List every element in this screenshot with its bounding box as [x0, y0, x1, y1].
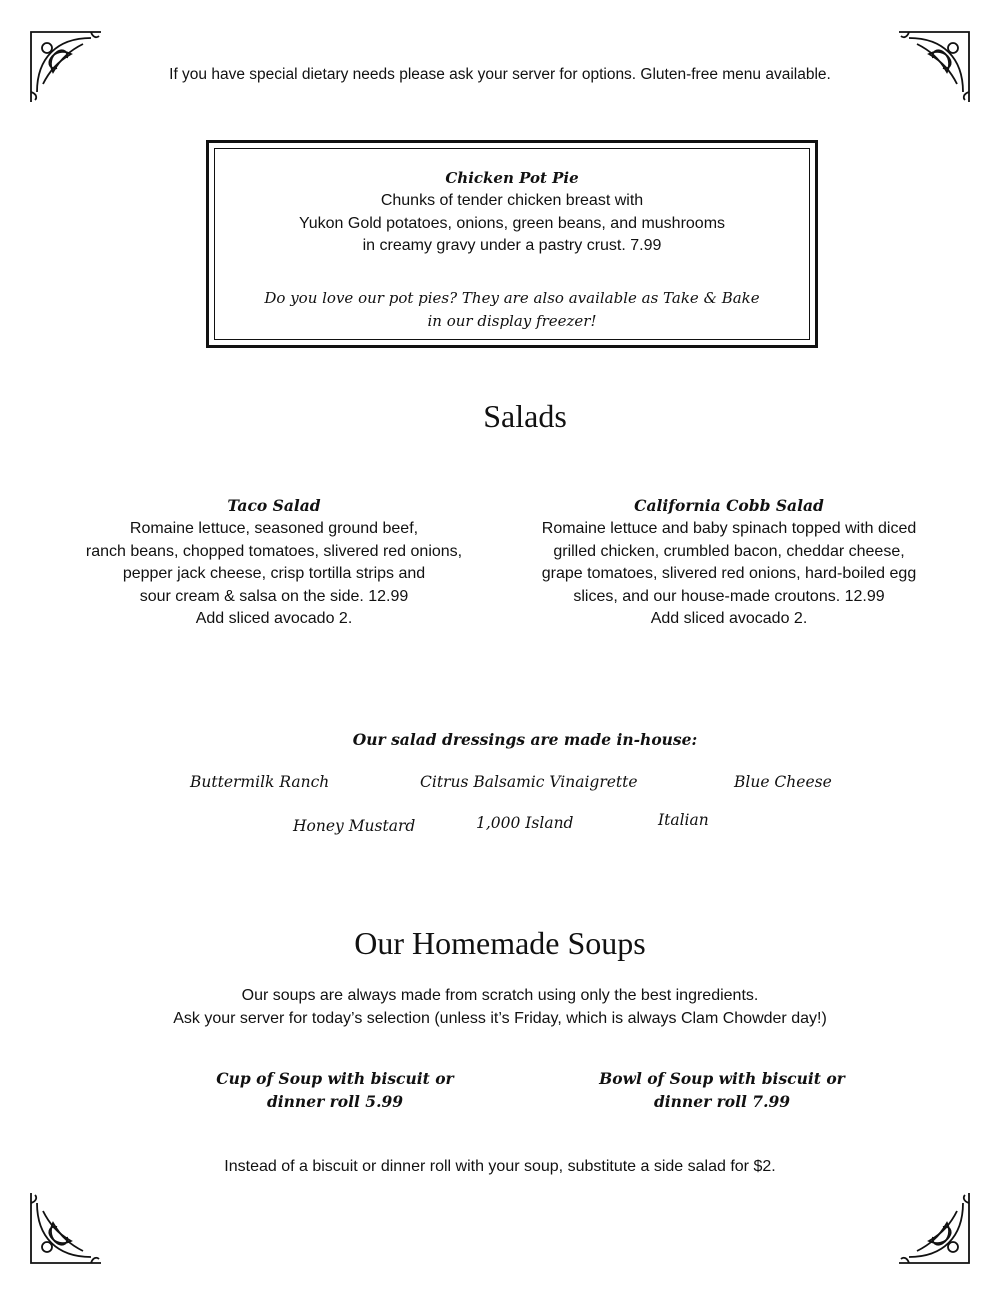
salad-description-line: Romaine lettuce, seasoned ground beef,	[129, 520, 419, 537]
special-title: Chicken Pot Pie	[445, 169, 579, 187]
soups-heading: Our Homemade Soups	[354, 925, 646, 961]
salads-heading: Salads	[483, 398, 567, 434]
salad-item-cobb	[509, 494, 949, 631]
special-note-line: Do you love our pot pies? They are also available as Take & Bake	[264, 289, 760, 307]
soups-intro-line: Ask your server for today’s selection (unless it’s Friday, which is always Clam Chowder day!)	[173, 1009, 827, 1027]
corner-ornament-bottom-right-icon	[899, 1193, 973, 1267]
special-take-and-bake-note	[209, 287, 815, 333]
special-description	[209, 190, 815, 258]
salad-name: Taco Salad	[227, 496, 321, 515]
dressing-item: Citrus Balsamic Vinaigrette	[420, 773, 638, 791]
salad-description-line: grilled chicken, crumbled bacon, cheddar cheese,	[553, 542, 905, 560]
salad-description-line: Romaine lettuce and baby spinach topped with diced	[541, 520, 917, 537]
soup-option-cup	[185, 1067, 485, 1113]
dressing-item: Italian	[658, 811, 709, 829]
dressing-item: Buttermilk Ranch	[190, 773, 330, 791]
salad-addon-line: Add sliced avocado 2.	[650, 610, 808, 627]
salad-description-line: sour cream & salsa on the side. 12.99	[139, 587, 409, 605]
side-salad-substitute-note: Instead of a biscuit or dinner roll with your soup, substitute a side salad for $2.	[224, 1158, 776, 1175]
soup-option-line: Bowl of Soup with biscuit or	[599, 1069, 845, 1088]
special-description-line: in creamy gravy under a pastry crust. 7.99	[362, 237, 662, 254]
special-description-line: Chunks of tender chicken breast with	[380, 192, 644, 209]
salad-item-taco	[54, 494, 494, 631]
salad-addon-line: Add sliced avocado 2.	[195, 610, 353, 627]
special-note-line: in our display freezer!	[427, 312, 597, 330]
salad-name: California Cobb Salad	[634, 496, 824, 515]
salad-description-line: ranch beans, chopped tomatoes, slivered red onions,	[85, 542, 463, 560]
dressing-item: Blue Cheese	[734, 773, 832, 791]
corner-ornament-bottom-left-icon	[27, 1193, 101, 1267]
dietary-note: If you have special dietary needs please ask your server for options. Gluten-free menu available.	[169, 66, 831, 83]
soup-option-line: dinner roll 7.99	[653, 1092, 791, 1111]
dressing-item: 1,000 Island	[476, 814, 574, 832]
soup-option-bowl	[572, 1067, 872, 1113]
soups-intro	[0, 985, 1000, 1030]
special-description-line: Yukon Gold potatoes, onions, green beans, and mushrooms	[298, 214, 726, 232]
salad-description-line: slices, and our house-made croutons. 12.99	[573, 587, 885, 605]
dressings-heading: Our salad dressings are made in-house:	[352, 730, 698, 749]
soup-option-line: dinner roll 5.99	[266, 1092, 404, 1111]
salad-description-line: pepper jack cheese, crisp tortilla strips and	[122, 565, 426, 582]
soup-option-line: Cup of Soup with biscuit or	[216, 1069, 454, 1088]
featured-special-box	[206, 140, 818, 348]
soups-intro-line: Our soups are always made from scratch using only the best ingredients.	[241, 987, 759, 1004]
dressing-item: Honey Mustard	[293, 817, 416, 835]
salad-description-line: grape tomatoes, slivered red onions, hard-boiled egg	[541, 565, 917, 582]
